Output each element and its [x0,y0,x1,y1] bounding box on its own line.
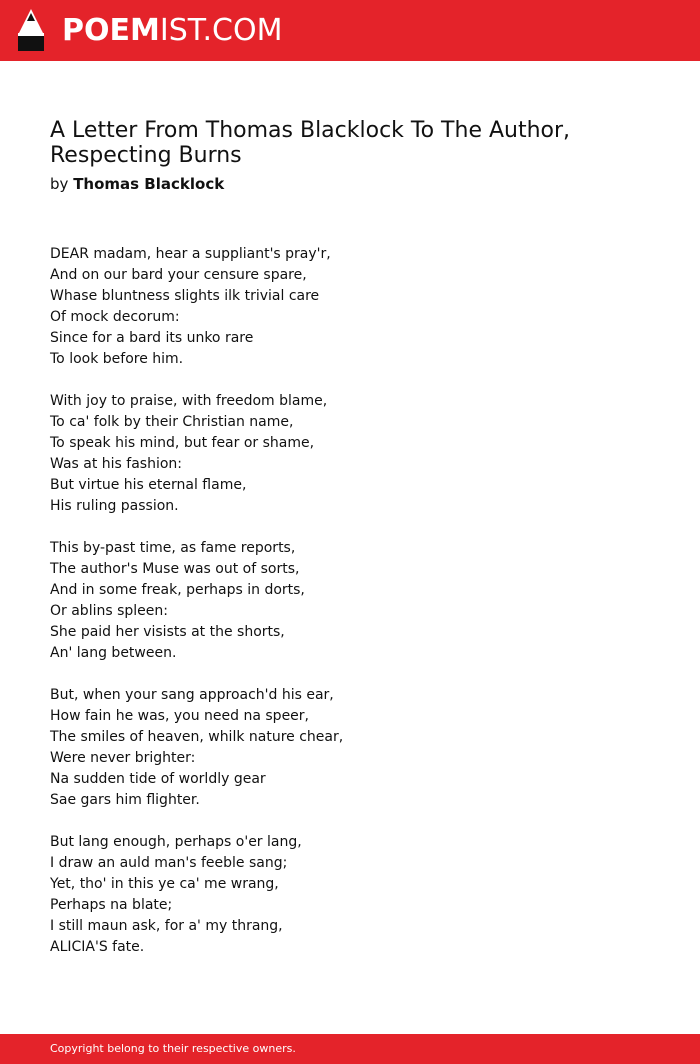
by-label: by [50,175,69,193]
poem-line: To look before him. [50,351,184,367]
poem-line: With joy to praise, with freedom blame, [50,393,328,409]
poem-line: Of mock decorum: [50,309,180,325]
poem-line: This by-past time, as fame reports, [50,540,296,556]
poem-line: To speak his mind, but fear or shame, [50,435,315,451]
byline [50,174,224,194]
poem-line: Were never brighter: [50,750,196,766]
poem-line: How fain he was, you need na speer, [50,708,309,724]
poem-line: Sae gars him flighter. [50,792,200,808]
poem-line: Perhaps na blate; [50,897,173,913]
poem-stanza [50,832,650,958]
poem-stanza [50,244,650,370]
poem-line: And on our bard your censure spare, [50,267,307,283]
author-name: Thomas Blacklock [73,175,225,193]
poem-line: The author's Muse was out of sorts, [50,561,300,577]
poem-line: His ruling passion. [50,498,179,514]
logo-text-bold: POEM [62,13,160,48]
poem-line: Whase bluntness slights ilk trivial care [50,288,320,304]
poem-line: An' lang between. [50,645,177,661]
poem-line: Na sudden tide of worldly gear [50,771,266,787]
pencil-logo-icon[interactable] [18,9,44,51]
poem-line: She paid her visists at the shorts, [50,624,285,640]
poem-line: The smiles of heaven, whilk nature chear, [50,729,344,745]
poem-line: ALICIA'S fate. [50,939,145,955]
site-footer [0,1034,700,1064]
poem-title: A Letter From Thomas Blacklock To The Author, Respecting Burns [50,118,571,168]
poem-line: I draw an auld man's feeble sang; [50,855,288,871]
site-logo[interactable] [62,11,282,51]
poem-line: Yet, tho' in this ye ca' me wrang, [50,876,279,892]
poem-line: And in some freak, perhaps in dorts, [50,582,305,598]
poem-line: But lang enough, perhaps o'er lang, [50,834,302,850]
poem-stanza [50,685,650,811]
poem-stanza [50,538,650,664]
poem-line: DEAR madam, hear a suppliant's pray'r, [50,246,331,262]
poem-body [50,244,650,979]
logo-text-light: IST.COM [159,13,283,48]
poem-line: I still maun ask, for a' my thrang, [50,918,283,934]
poem-line: But, when your sang approach'd his ear, [50,687,334,703]
poem-line: Was at his fashion: [50,456,183,472]
poem-stanza [50,391,650,517]
poem-line: But virtue his eternal flame, [50,477,247,493]
copyright-text: Copyright belong to their respective owners. [50,1042,296,1055]
poem-line: To ca' folk by their Christian name, [50,414,294,430]
poem-line: Since for a bard its unko rare [50,330,254,346]
poem-line: Or ablins spleen: [50,603,168,619]
site-header [0,0,700,61]
